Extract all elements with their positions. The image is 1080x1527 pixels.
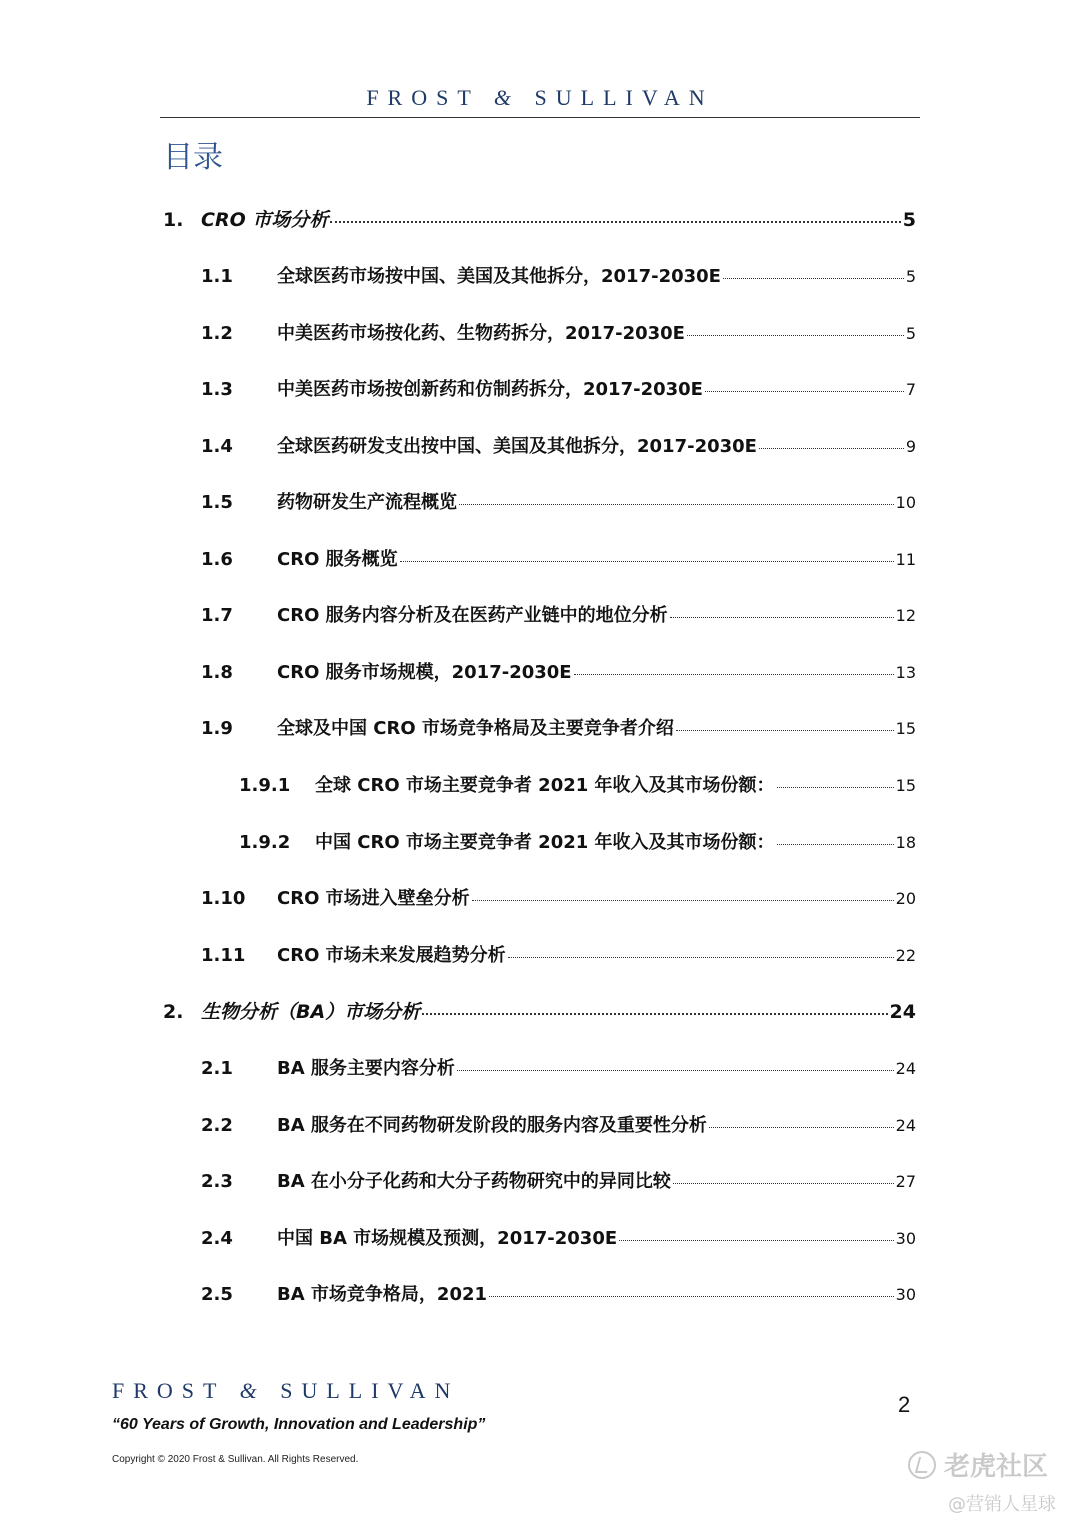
toc-dot-leader [759,448,904,449]
toc-entry-title: 中美医药市场按化药、生物药拆分，2017-2030E [277,323,685,344]
toc-entry[interactable] [201,1280,916,1306]
toc-entry[interactable] [201,1224,916,1250]
toc-entry-title: CRO 服务市场规模，2017-2030E [277,662,572,683]
toc-entry-number: 1.9 [201,718,233,739]
toc-entry-title: 中国 BA 市场规模及预测，2017-2030E [277,1228,618,1249]
toc-entry[interactable] [201,884,916,910]
toc-dot-leader [574,674,894,675]
toc-entry-number: 1.2 [201,323,233,344]
toc-dot-leader [670,617,894,618]
toc-entry-page: 20 [895,889,916,908]
toc-entry[interactable] [201,1111,916,1137]
toc-dot-leader [472,900,894,901]
toc-entry-title: 药物研发生产流程概览 [277,492,457,513]
toc-entry-page: 18 [895,833,916,852]
toc-entry[interactable] [201,658,916,684]
toc-entry-title: BA 服务在不同药物研发阶段的服务内容及重要性分析 [277,1115,707,1136]
watermark-subtext: @营销人星球 [948,1494,1056,1515]
toc-dot-leader [777,844,894,845]
toc-entry-number: 2.3 [201,1171,233,1192]
toc-entry-number: 1.8 [201,662,233,683]
toc-entry[interactable] [201,601,916,627]
toc-entry-page: 12 [895,606,916,625]
toc-entry-title: 中国 CRO 市场主要竞争者 2021 年收入及其市场份额： [315,832,775,853]
toc-entry[interactable] [163,997,916,1024]
toc-entry-page: 10 [895,493,916,512]
toc-entry[interactable] [201,488,916,514]
toc-entry[interactable] [201,375,916,401]
toc-entry-title: BA 市场竞争格局，2021 [277,1284,488,1305]
toc-entry-title: BA 在小分子化药和大分子药物研究中的异同比较 [277,1171,671,1192]
toc-entry-page: 27 [895,1172,916,1191]
header-brand-logo [160,84,920,112]
toc-dot-leader [330,221,900,223]
toc-entry-title: CRO 市场未来发展趋势分析 [277,945,506,966]
toc-entry[interactable] [201,319,916,345]
toc-entry-title: CRO 服务概览 [277,549,398,570]
toc-entry-page: 7 [905,380,916,399]
footer-brand-amp: & [239,1378,266,1403]
footer-brand-sullivan: SULLIVAN [280,1378,460,1403]
toc-entry-page: 5 [905,267,916,286]
toc-entry[interactable] [201,941,916,967]
toc-entry-page: 22 [895,946,916,965]
toc-entry-number: 1.11 [201,945,246,966]
toc-entry-page: 24 [895,1059,916,1078]
toc-dot-leader [489,1296,894,1297]
toc-entry-number: 1.4 [201,436,233,457]
toc-title: 目录 [163,140,223,175]
toc-entry-number: 2.1 [201,1058,233,1079]
toc-entry-page: 30 [895,1229,916,1248]
toc-entry-page: 13 [895,663,916,682]
toc-dot-leader [709,1127,894,1128]
toc-entry-page: 30 [895,1285,916,1304]
toc-entry-title: CRO 服务内容分析及在医药产业链中的地位分析 [277,605,668,626]
toc-entry-title: 全球医药市场按中国、美国及其他拆分，2017-2030E [277,266,721,287]
toc-dot-leader [687,335,904,336]
toc-entry-title: 全球及中国 CRO 市场竞争格局及主要竞争者介绍 [277,718,674,739]
toc-entry[interactable] [201,432,916,458]
toc-entry-number: 2.4 [201,1228,233,1249]
toc-dot-leader [459,504,894,505]
watermark-text: 老虎社区 [944,1452,1049,1482]
toc-dot-leader [705,391,904,392]
toc-entry[interactable] [163,205,916,232]
page-number: 2 [898,1392,911,1417]
toc-entry[interactable] [239,771,916,797]
footer-copyright: Copyright © 2020 Frost & Sullivan. All Rights Reserved. [112,1454,359,1465]
toc-entry-page: 15 [895,776,916,795]
toc-entry-title: BA 服务主要内容分析 [277,1058,455,1079]
toc-dot-leader [676,730,894,731]
toc-dot-leader [619,1240,893,1241]
toc-entry-number: 1. [163,209,184,231]
toc-entry[interactable] [201,1054,916,1080]
toc-entry-page: 24 [895,1116,916,1135]
toc-entry-title: 全球 CRO 市场主要竞争者 2021 年收入及其市场份额： [315,775,775,796]
toc-entry-title: CRO 市场分析 [201,209,329,231]
toc-entry-number: 1.6 [201,549,233,570]
toc-entry-title: 中美医药市场按创新药和仿制药拆分，2017-2030E [277,379,703,400]
toc-entry[interactable] [239,828,916,854]
toc-entry-number: 2.5 [201,1284,233,1305]
toc-entry-number: 2.2 [201,1115,233,1136]
tiger-community-logo-icon [908,1451,936,1479]
toc-entry-page: 15 [895,719,916,738]
header-brand-sullivan: SULLIVAN [534,85,714,110]
toc-entry[interactable] [201,714,916,740]
toc-entry-title: CRO 市场进入壁垒分析 [277,888,470,909]
toc-entry-number: 1.1 [201,266,233,287]
toc-entry-number: 1.10 [201,888,246,909]
toc-entry-page: 11 [895,550,916,569]
footer-tagline: “60 Years of Growth, Innovation and Leadership” [112,1416,486,1433]
toc-entry-page: 24 [889,1001,916,1023]
toc-entry-number: 1.3 [201,379,233,400]
toc-entry-number: 1.9.2 [239,832,291,853]
toc-entry-page: 5 [902,209,916,231]
toc-entry-title: 全球医药研发支出按中国、美国及其他拆分，2017-2030E [277,436,757,457]
toc-entry-number: 1.7 [201,605,233,626]
toc-dot-leader [457,1070,894,1071]
watermark [908,1446,1048,1483]
toc-entry-number: 1.5 [201,492,233,513]
toc-entry[interactable] [201,262,916,288]
header-divider [160,117,920,118]
toc-dot-leader [777,787,894,788]
header-brand-frost: FROST [366,85,480,110]
footer-brand-logo [112,1377,459,1405]
toc-entry-number: 2. [163,1001,184,1023]
toc-entry-page: 9 [905,437,916,456]
toc-entry[interactable] [201,1167,916,1193]
toc-entry-number: 1.9.1 [239,775,291,796]
toc-entry-title: 生物分析（BA）市场分析 [201,1001,421,1023]
toc-dot-leader [723,278,904,279]
toc-dot-leader [508,957,894,958]
toc-dot-leader [673,1183,894,1184]
toc-entry[interactable] [201,545,916,571]
toc-entry-page: 5 [905,324,916,343]
footer-brand-frost: FROST [112,1378,226,1403]
toc-dot-leader [400,561,894,562]
header-brand-amp: & [493,85,521,110]
toc-dot-leader [422,1013,887,1015]
